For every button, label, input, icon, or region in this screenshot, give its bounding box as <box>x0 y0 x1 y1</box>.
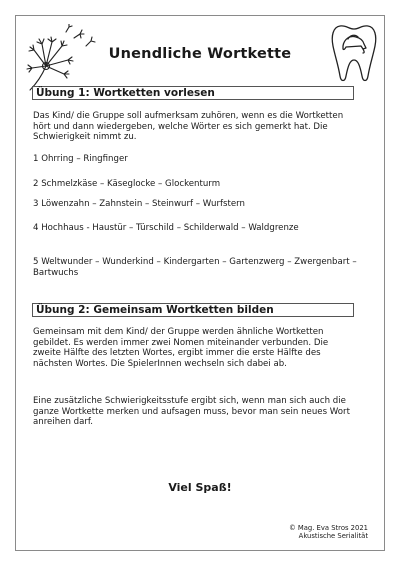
list-item: 1 Ohrring – Ringfinger <box>33 154 128 164</box>
section2-heading: Übung 2: Gemeinsam Wortketten bilden <box>32 303 354 317</box>
list-item: 3 Löwenzahn – Zahnstein – Steinwurf – Wurfstern <box>33 199 245 209</box>
section1-intro: Das Kind/ die Gruppe soll aufmerksam zuhören, wenn es die Wortketten hört und dann wiedergeben, welche Wörter es sich gemerkt hat. Die Schwierigkeit nimmt zu. <box>33 111 344 143</box>
list-item: 4 Hochhaus - Haustür – Türschild – Schilderwald – Waldgrenze <box>33 223 299 233</box>
credit-line-2: Akustische Serialität <box>298 532 368 540</box>
page-title: Unendliche Wortkette <box>108 46 292 62</box>
worksheet-page <box>15 15 385 551</box>
credit-line-1: © Mag. Eva Stros 2021 <box>288 524 368 532</box>
section2-paragraph-2: Eine zusätzliche Schwierigkeitsstufe ergibt sich, wenn man sich auch die ganze Wortkette merken und aufsagen muss, bevor man sein neues Wort anreihen darf. <box>33 396 350 428</box>
tooth-lion-icon <box>330 22 378 84</box>
closing-text: Viel Spaß! <box>168 481 232 494</box>
list-item: 2 Schmelzkäse – Käseglocke – Glockenturm <box>33 179 221 189</box>
section1-heading: Übung 1: Wortketten vorlesen <box>32 86 354 100</box>
credit-block <box>289 524 368 540</box>
section2-paragraph-1: Gemeinsam mit dem Kind/ der Gruppe werden ähnliche Wortketten gebildet. Es werden immer zwei Nomen miteinander verbunden. Die zweite Hälfte des letzten Wortes, ergibt immer die erste Hälfte des nächsten Wortes. Die SpielerInnen wechseln sich dabei ab. <box>33 327 329 369</box>
list-item: 5 Weltwunder – Wunderkind – Kindergarten – Gartenzwerg – Zwergenbart – Bartwuchs <box>33 257 357 278</box>
